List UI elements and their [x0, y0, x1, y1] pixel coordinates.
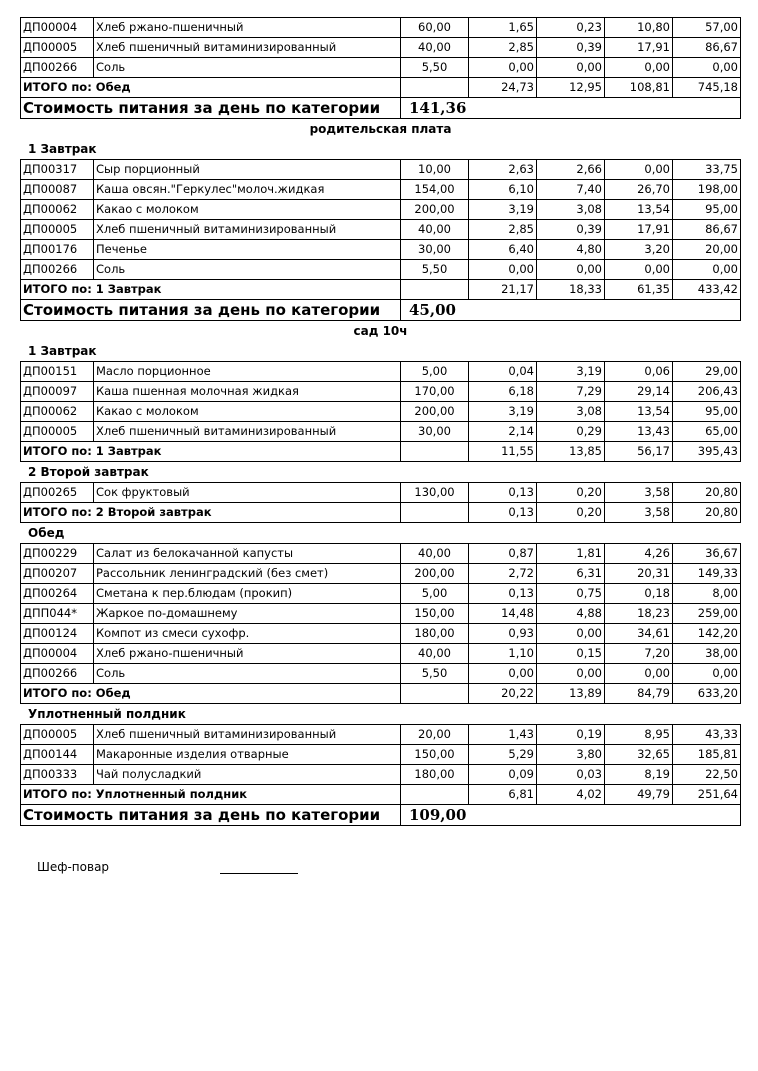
fat-value: 4,80	[537, 240, 605, 260]
carbs-value: 17,91	[605, 220, 673, 240]
fat-value: 6,31	[537, 564, 605, 584]
fat-value: 2,66	[537, 160, 605, 180]
carbs-value: 7,20	[605, 644, 673, 664]
protein-value: 0,00	[469, 260, 537, 280]
carbs-value: 0,00	[605, 160, 673, 180]
kcal-value: 8,00	[673, 584, 741, 604]
table-row	[21, 220, 741, 240]
daily-cost-value: 141,36	[401, 98, 741, 119]
dish-quantity: 200,00	[401, 402, 469, 422]
kcal-value: 33,75	[673, 160, 741, 180]
carbs-value: 3,58	[605, 483, 673, 503]
carbs-value: 20,31	[605, 564, 673, 584]
total-carbs: 56,17	[605, 442, 673, 462]
fat-value: 0,15	[537, 644, 605, 664]
total-protein: 6,81	[469, 785, 537, 805]
dish-code: ДП00229	[21, 544, 94, 564]
dish-name: Соль	[94, 58, 401, 78]
dish-code: ДП00062	[21, 200, 94, 220]
daily-cost-label: Стоимость питания за день по категории	[21, 98, 401, 119]
protein-value: 0,93	[469, 624, 537, 644]
total-kcal: 251,64	[673, 785, 741, 805]
meal-title: 1 Завтрак	[28, 344, 97, 358]
total-fat: 0,20	[537, 503, 605, 523]
fat-value: 0,19	[537, 725, 605, 745]
carbs-value: 0,00	[605, 664, 673, 684]
dish-code: ДП00207	[21, 564, 94, 584]
total-protein: 0,13	[469, 503, 537, 523]
dish-code: ДП00087	[21, 180, 94, 200]
empty-cell	[401, 280, 469, 300]
meal-total-row	[21, 78, 741, 98]
table-row	[21, 402, 741, 422]
category-title: сад 10ч	[353, 324, 408, 338]
total-protein: 11,55	[469, 442, 537, 462]
kcal-value: 86,67	[673, 38, 741, 58]
protein-value: 5,29	[469, 745, 537, 765]
dish-name: Салат из белокачанной капусты	[94, 544, 401, 564]
dish-quantity: 5,00	[401, 362, 469, 382]
dish-code: ДП00005	[21, 38, 94, 58]
dish-quantity: 180,00	[401, 624, 469, 644]
dish-quantity: 40,00	[401, 38, 469, 58]
carbs-value: 17,91	[605, 38, 673, 58]
dish-code: ДП00264	[21, 584, 94, 604]
kcal-value: 20,80	[673, 483, 741, 503]
dish-code: ДП00265	[21, 483, 94, 503]
fat-value: 0,00	[537, 260, 605, 280]
carbs-value: 4,26	[605, 544, 673, 564]
dish-name: Сыр порционный	[94, 160, 401, 180]
total-protein: 24,73	[469, 78, 537, 98]
kcal-value: 22,50	[673, 765, 741, 785]
table-row	[21, 18, 741, 38]
meal-total-row	[21, 503, 741, 523]
total-kcal: 20,80	[673, 503, 741, 523]
meal-table	[20, 17, 741, 119]
table-row	[21, 362, 741, 382]
dish-code: ДП00004	[21, 644, 94, 664]
kcal-value: 38,00	[673, 644, 741, 664]
meal-table	[20, 159, 741, 321]
protein-value: 6,18	[469, 382, 537, 402]
dish-code: ДП00266	[21, 58, 94, 78]
dish-quantity: 10,00	[401, 160, 469, 180]
meal-table	[20, 361, 741, 462]
table-row	[21, 240, 741, 260]
meal-title: Обед	[28, 526, 65, 540]
meal-total-label: ИТОГО по: 2 Второй завтрак	[21, 503, 401, 523]
dish-name: Компот из смеси сухофр.	[94, 624, 401, 644]
table-row	[21, 180, 741, 200]
kcal-value: 0,00	[673, 260, 741, 280]
dish-name: Печенье	[94, 240, 401, 260]
dish-code: ДП00005	[21, 725, 94, 745]
fat-value: 0,20	[537, 483, 605, 503]
dish-quantity: 170,00	[401, 382, 469, 402]
signature-line	[220, 873, 298, 874]
empty-cell	[401, 785, 469, 805]
carbs-value: 26,70	[605, 180, 673, 200]
fat-value: 0,75	[537, 584, 605, 604]
menu-document	[20, 17, 741, 826]
dish-quantity: 5,00	[401, 584, 469, 604]
kcal-value: 43,33	[673, 725, 741, 745]
dish-quantity: 60,00	[401, 18, 469, 38]
dish-code: ДП00005	[21, 220, 94, 240]
dish-code: ДПП044*	[21, 604, 94, 624]
dish-code: ДП00004	[21, 18, 94, 38]
table-row	[21, 483, 741, 503]
dish-quantity: 150,00	[401, 745, 469, 765]
kcal-value: 185,81	[673, 745, 741, 765]
dish-code: ДП00266	[21, 664, 94, 684]
dish-quantity: 200,00	[401, 564, 469, 584]
carbs-value: 0,18	[605, 584, 673, 604]
total-kcal: 433,42	[673, 280, 741, 300]
table-row	[21, 200, 741, 220]
dish-quantity: 5,50	[401, 664, 469, 684]
total-carbs: 61,35	[605, 280, 673, 300]
carbs-value: 18,23	[605, 604, 673, 624]
protein-value: 2,85	[469, 38, 537, 58]
dish-code: ДП00333	[21, 765, 94, 785]
dish-name: Какао с молоком	[94, 402, 401, 422]
carbs-value: 34,61	[605, 624, 673, 644]
meal-total-label: ИТОГО по: Уплотненный полдник	[21, 785, 401, 805]
meal-total-row	[21, 684, 741, 704]
fat-value: 0,03	[537, 765, 605, 785]
dish-name: Хлеб пшеничный витаминизированный	[94, 422, 401, 442]
protein-value: 2,85	[469, 220, 537, 240]
table-row	[21, 38, 741, 58]
table-row	[21, 725, 741, 745]
protein-value: 0,04	[469, 362, 537, 382]
empty-cell	[401, 442, 469, 462]
protein-value: 0,09	[469, 765, 537, 785]
fat-value: 0,00	[537, 664, 605, 684]
dish-quantity: 180,00	[401, 765, 469, 785]
dish-code: ДП00176	[21, 240, 94, 260]
table-row	[21, 382, 741, 402]
protein-value: 1,43	[469, 725, 537, 745]
protein-value: 0,87	[469, 544, 537, 564]
kcal-value: 198,00	[673, 180, 741, 200]
dish-name: Хлеб ржано-пшеничный	[94, 644, 401, 664]
empty-cell	[401, 78, 469, 98]
total-protein: 21,17	[469, 280, 537, 300]
protein-value: 6,40	[469, 240, 537, 260]
table-row	[21, 564, 741, 584]
fat-value: 3,08	[537, 402, 605, 422]
signature-label: Шеф-повар	[37, 860, 110, 874]
total-carbs: 3,58	[605, 503, 673, 523]
protein-value: 1,65	[469, 18, 537, 38]
table-row	[21, 160, 741, 180]
meal-table	[20, 543, 741, 704]
kcal-value: 36,67	[673, 544, 741, 564]
kcal-value: 95,00	[673, 200, 741, 220]
carbs-value: 13,43	[605, 422, 673, 442]
protein-value: 0,13	[469, 483, 537, 503]
fat-value: 7,29	[537, 382, 605, 402]
protein-value: 0,13	[469, 584, 537, 604]
protein-value: 0,00	[469, 58, 537, 78]
table-row	[21, 624, 741, 644]
dish-quantity: 40,00	[401, 644, 469, 664]
dish-quantity: 30,00	[401, 240, 469, 260]
meal-table	[20, 482, 741, 523]
meal-title: 2 Второй завтрак	[28, 465, 149, 479]
dish-code: ДП00151	[21, 362, 94, 382]
total-fat: 18,33	[537, 280, 605, 300]
dish-name: Сок фруктовый	[94, 483, 401, 503]
dish-name: Соль	[94, 664, 401, 684]
empty-cell	[401, 503, 469, 523]
total-fat: 13,89	[537, 684, 605, 704]
meal-title: 1 Завтрак	[28, 142, 97, 156]
fat-value: 3,08	[537, 200, 605, 220]
dish-quantity: 5,50	[401, 260, 469, 280]
fat-value: 0,29	[537, 422, 605, 442]
total-fat: 12,95	[537, 78, 605, 98]
carbs-value: 32,65	[605, 745, 673, 765]
fat-value: 0,00	[537, 58, 605, 78]
kcal-value: 29,00	[673, 362, 741, 382]
table-row	[21, 544, 741, 564]
carbs-value: 29,14	[605, 382, 673, 402]
table-row	[21, 745, 741, 765]
carbs-value: 3,20	[605, 240, 673, 260]
total-fat: 4,02	[537, 785, 605, 805]
daily-cost-row	[21, 805, 741, 826]
dish-name: Какао с молоком	[94, 200, 401, 220]
fat-value: 0,23	[537, 18, 605, 38]
daily-cost-label: Стоимость питания за день по категории	[21, 300, 401, 321]
daily-cost-value: 45,00	[401, 300, 741, 321]
fat-value: 1,81	[537, 544, 605, 564]
dish-code: ДП00062	[21, 402, 94, 422]
dish-quantity: 5,50	[401, 58, 469, 78]
protein-value: 3,19	[469, 200, 537, 220]
kcal-value: 95,00	[673, 402, 741, 422]
dish-code: ДП00144	[21, 745, 94, 765]
fat-value: 7,40	[537, 180, 605, 200]
dish-quantity: 150,00	[401, 604, 469, 624]
meal-total-row	[21, 785, 741, 805]
meal-total-label: ИТОГО по: Обед	[21, 684, 401, 704]
total-kcal: 395,43	[673, 442, 741, 462]
kcal-value: 86,67	[673, 220, 741, 240]
dish-quantity: 20,00	[401, 725, 469, 745]
daily-cost-label: Стоимость питания за день по категории	[21, 805, 401, 826]
meal-total-label: ИТОГО по: 1 Завтрак	[21, 280, 401, 300]
category-title: родительская плата	[309, 122, 452, 136]
dish-code: ДП00097	[21, 382, 94, 402]
carbs-value: 8,19	[605, 765, 673, 785]
daily-cost-row	[21, 300, 741, 321]
carbs-value: 13,54	[605, 402, 673, 422]
dish-quantity: 40,00	[401, 544, 469, 564]
protein-value: 2,14	[469, 422, 537, 442]
dish-quantity: 130,00	[401, 483, 469, 503]
table-row	[21, 422, 741, 442]
dish-name: Хлеб ржано-пшеничный	[94, 18, 401, 38]
total-fat: 13,85	[537, 442, 605, 462]
protein-value: 1,10	[469, 644, 537, 664]
dish-name: Жаркое по-домашнему	[94, 604, 401, 624]
total-carbs: 108,81	[605, 78, 673, 98]
kcal-value: 259,00	[673, 604, 741, 624]
dish-name: Сметана к пер.блюдам (прокип)	[94, 584, 401, 604]
fat-value: 3,80	[537, 745, 605, 765]
dish-name: Масло порционное	[94, 362, 401, 382]
table-row	[21, 260, 741, 280]
meal-total-label: ИТОГО по: 1 Завтрак	[21, 442, 401, 462]
dish-quantity: 200,00	[401, 200, 469, 220]
dish-name: Хлеб пшеничный витаминизированный	[94, 220, 401, 240]
dish-name: Рассольник ленинградский (без смет)	[94, 564, 401, 584]
kcal-value: 20,00	[673, 240, 741, 260]
carbs-value: 8,95	[605, 725, 673, 745]
meal-total-label: ИТОГО по: Обед	[21, 78, 401, 98]
dish-quantity: 154,00	[401, 180, 469, 200]
table-row	[21, 644, 741, 664]
protein-value: 2,72	[469, 564, 537, 584]
table-row	[21, 765, 741, 785]
dish-name: Чай полусладкий	[94, 765, 401, 785]
kcal-value: 57,00	[673, 18, 741, 38]
dish-code: ДП00266	[21, 260, 94, 280]
dish-quantity: 30,00	[401, 422, 469, 442]
protein-value: 0,00	[469, 664, 537, 684]
total-kcal: 745,18	[673, 78, 741, 98]
dish-quantity: 40,00	[401, 220, 469, 240]
dish-code: ДП00317	[21, 160, 94, 180]
kcal-value: 65,00	[673, 422, 741, 442]
carbs-value: 13,54	[605, 200, 673, 220]
meal-total-row	[21, 442, 741, 462]
table-row	[21, 58, 741, 78]
kcal-value: 0,00	[673, 664, 741, 684]
total-protein: 20,22	[469, 684, 537, 704]
dish-name: Хлеб пшеничный витаминизированный	[94, 38, 401, 58]
meal-total-row	[21, 280, 741, 300]
table-row	[21, 604, 741, 624]
meal-table	[20, 724, 741, 826]
kcal-value: 142,20	[673, 624, 741, 644]
dish-name: Каша пшенная молочная жидкая	[94, 382, 401, 402]
kcal-value: 0,00	[673, 58, 741, 78]
protein-value: 14,48	[469, 604, 537, 624]
fat-value: 0,39	[537, 38, 605, 58]
daily-cost-value: 109,00	[401, 805, 741, 826]
total-carbs: 84,79	[605, 684, 673, 704]
dish-code: ДП00124	[21, 624, 94, 644]
meal-title: Уплотненный полдник	[28, 707, 186, 721]
dish-code: ДП00005	[21, 422, 94, 442]
carbs-value: 0,06	[605, 362, 673, 382]
kcal-value: 149,33	[673, 564, 741, 584]
fat-value: 0,39	[537, 220, 605, 240]
fat-value: 4,88	[537, 604, 605, 624]
daily-cost-row	[21, 98, 741, 119]
total-kcal: 633,20	[673, 684, 741, 704]
kcal-value: 206,43	[673, 382, 741, 402]
fat-value: 3,19	[537, 362, 605, 382]
dish-name: Макаронные изделия отварные	[94, 745, 401, 765]
protein-value: 3,19	[469, 402, 537, 422]
fat-value: 0,00	[537, 624, 605, 644]
carbs-value: 10,80	[605, 18, 673, 38]
empty-cell	[401, 684, 469, 704]
table-row	[21, 584, 741, 604]
protein-value: 6,10	[469, 180, 537, 200]
carbs-value: 0,00	[605, 260, 673, 280]
table-row	[21, 664, 741, 684]
protein-value: 2,63	[469, 160, 537, 180]
dish-name: Соль	[94, 260, 401, 280]
total-carbs: 49,79	[605, 785, 673, 805]
dish-name: Каша овсян."Геркулес"молоч.жидкая	[94, 180, 401, 200]
dish-name: Хлеб пшеничный витаминизированный	[94, 725, 401, 745]
carbs-value: 0,00	[605, 58, 673, 78]
